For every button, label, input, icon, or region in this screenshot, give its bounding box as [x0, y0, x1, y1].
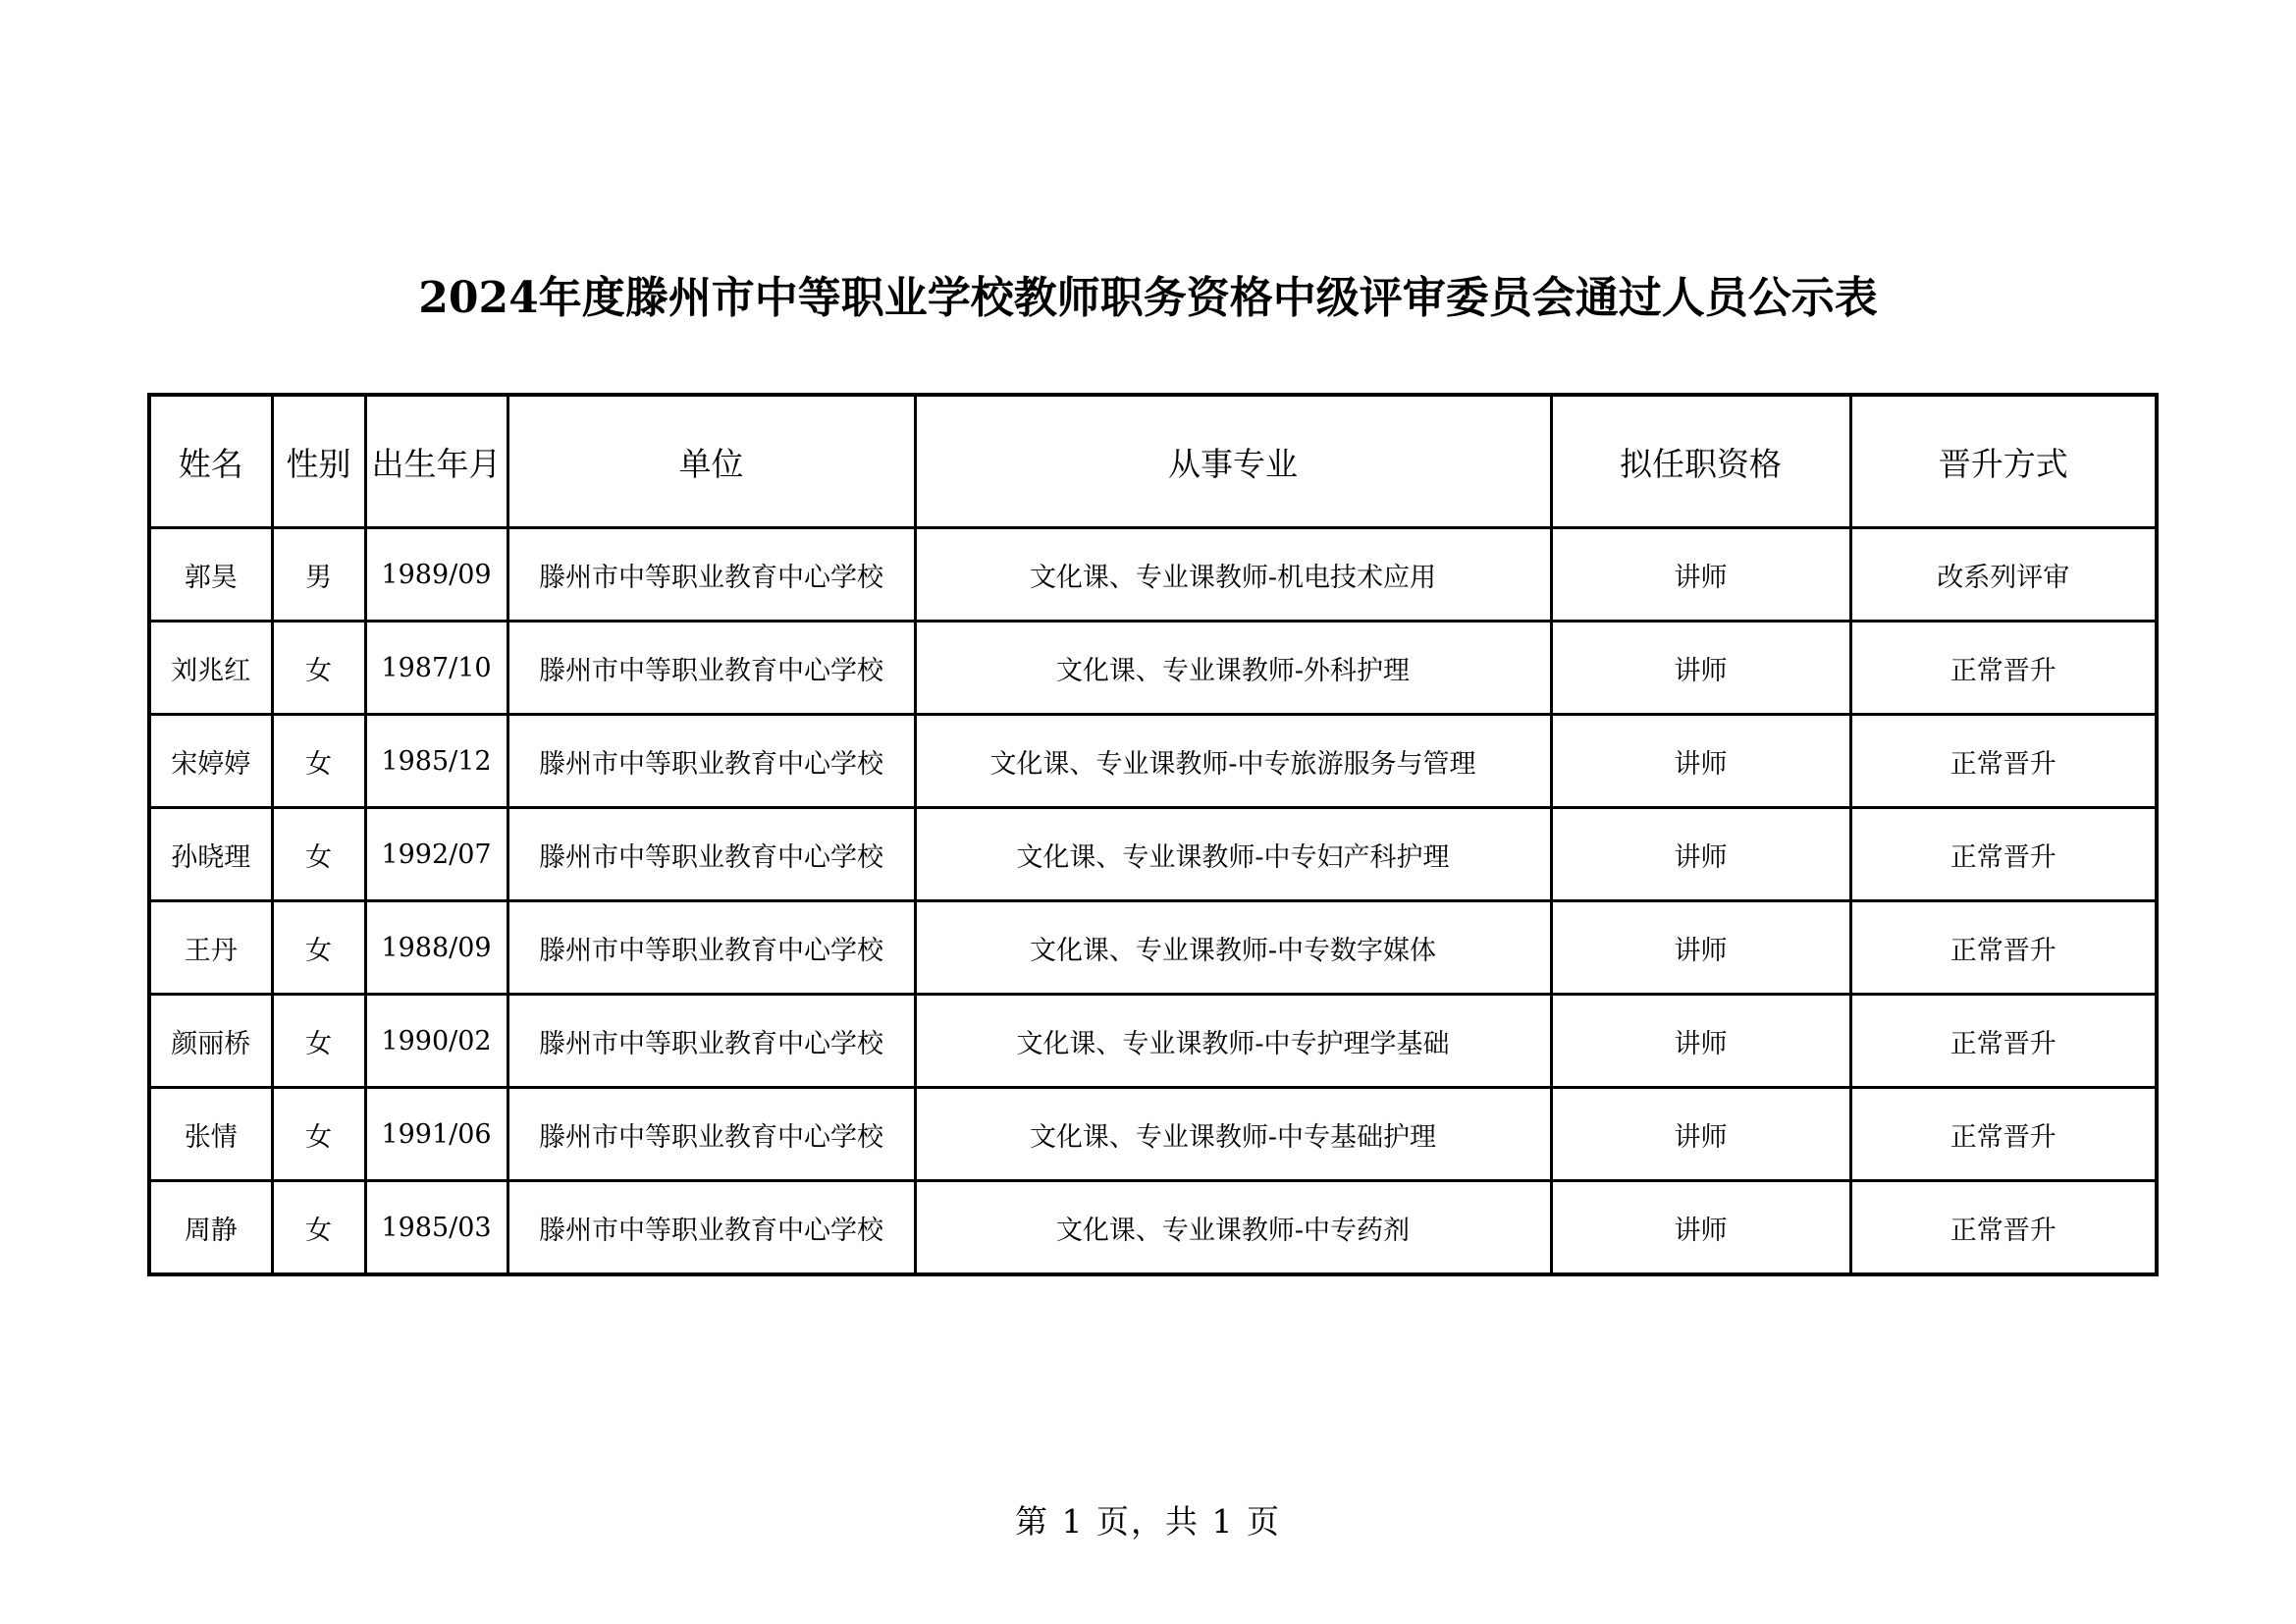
cell-qualification: 讲师 — [1551, 715, 1850, 808]
cell-birth-month: 1985/12 — [365, 715, 507, 808]
cell-gender: 女 — [272, 1088, 365, 1181]
cell-specialty: 文化课、专业课教师-外科护理 — [915, 622, 1551, 715]
table-row — [149, 715, 2157, 808]
cell-promotion-method: 正常晋升 — [1850, 715, 2157, 808]
cell-specialty: 文化课、专业课教师-中专妇产科护理 — [915, 808, 1551, 901]
cell-specialty: 文化课、专业课教师-中专基础护理 — [915, 1088, 1551, 1181]
column-header-unit: 单位 — [507, 395, 915, 528]
cell-birth-month: 1991/06 — [365, 1088, 507, 1181]
table-row — [149, 808, 2157, 901]
cell-name: 颜丽桥 — [149, 995, 272, 1088]
column-header-specialty: 从事专业 — [915, 395, 1551, 528]
cell-promotion-method: 正常晋升 — [1850, 1181, 2157, 1275]
column-header-birth-month: 出生年月 — [365, 395, 507, 528]
cell-gender: 女 — [272, 1181, 365, 1275]
cell-unit: 滕州市中等职业教育中心学校 — [507, 1088, 915, 1181]
cell-qualification: 讲师 — [1551, 528, 1850, 622]
table-row — [149, 1181, 2157, 1275]
cell-gender: 女 — [272, 995, 365, 1088]
table-row — [149, 995, 2157, 1088]
cell-qualification: 讲师 — [1551, 808, 1850, 901]
cell-qualification: 讲师 — [1551, 901, 1850, 995]
cell-promotion-method: 改系列评审 — [1850, 528, 2157, 622]
cell-qualification: 讲师 — [1551, 1088, 1850, 1181]
cell-gender: 女 — [272, 808, 365, 901]
table-header-row — [149, 395, 2157, 528]
cell-gender: 女 — [272, 622, 365, 715]
cell-unit: 滕州市中等职业教育中心学校 — [507, 901, 915, 995]
cell-unit: 滕州市中等职业教育中心学校 — [507, 622, 915, 715]
cell-promotion-method: 正常晋升 — [1850, 808, 2157, 901]
cell-unit: 滕州市中等职业教育中心学校 — [507, 528, 915, 622]
cell-name: 刘兆红 — [149, 622, 272, 715]
cell-gender: 女 — [272, 715, 365, 808]
cell-birth-month: 1992/07 — [365, 808, 507, 901]
cell-qualification: 讲师 — [1551, 1181, 1850, 1275]
cell-specialty: 文化课、专业课教师-中专护理学基础 — [915, 995, 1551, 1088]
column-header-name: 姓名 — [149, 395, 272, 528]
column-header-qualification: 拟任职资格 — [1551, 395, 1850, 528]
cell-unit: 滕州市中等职业教育中心学校 — [507, 995, 915, 1088]
cell-specialty: 文化课、专业课教师-中专数字媒体 — [915, 901, 1551, 995]
cell-unit: 滕州市中等职业教育中心学校 — [507, 808, 915, 901]
page-number-footer: 第 1 页，共 1 页 — [1015, 1502, 1281, 1541]
cell-unit: 滕州市中等职业教育中心学校 — [507, 715, 915, 808]
cell-name: 郭昊 — [149, 528, 272, 622]
cell-unit: 滕州市中等职业教育中心学校 — [507, 1181, 915, 1275]
cell-gender: 女 — [272, 901, 365, 995]
cell-qualification: 讲师 — [1551, 995, 1850, 1088]
roster-table — [147, 393, 2159, 1276]
cell-specialty: 文化课、专业课教师-中专药剂 — [915, 1181, 1551, 1275]
cell-birth-month: 1988/09 — [365, 901, 507, 995]
column-header-gender: 性别 — [272, 395, 365, 528]
cell-promotion-method: 正常晋升 — [1850, 995, 2157, 1088]
cell-name: 张情 — [149, 1088, 272, 1181]
cell-specialty: 文化课、专业课教师-机电技术应用 — [915, 528, 1551, 622]
cell-name: 王丹 — [149, 901, 272, 995]
cell-birth-month: 1990/02 — [365, 995, 507, 1088]
cell-name: 周静 — [149, 1181, 272, 1275]
table-row — [149, 622, 2157, 715]
cell-gender: 男 — [272, 528, 365, 622]
cell-birth-month: 1987/10 — [365, 622, 507, 715]
table-row — [149, 528, 2157, 622]
column-header-promotion-method: 晋升方式 — [1850, 395, 2157, 528]
cell-promotion-method: 正常晋升 — [1850, 1088, 2157, 1181]
cell-birth-month: 1989/09 — [365, 528, 507, 622]
cell-name: 孙晓理 — [149, 808, 272, 901]
cell-name: 宋婷婷 — [149, 715, 272, 808]
cell-qualification: 讲师 — [1551, 622, 1850, 715]
table-row — [149, 901, 2157, 995]
cell-birth-month: 1985/03 — [365, 1181, 507, 1275]
cell-promotion-method: 正常晋升 — [1850, 622, 2157, 715]
table-row — [149, 1088, 2157, 1181]
cell-promotion-method: 正常晋升 — [1850, 901, 2157, 995]
page-title: 2024年度滕州市中等职业学校教师职务资格中级评审委员会通过人员公示表 — [418, 273, 1878, 323]
cell-specialty: 文化课、专业课教师-中专旅游服务与管理 — [915, 715, 1551, 808]
